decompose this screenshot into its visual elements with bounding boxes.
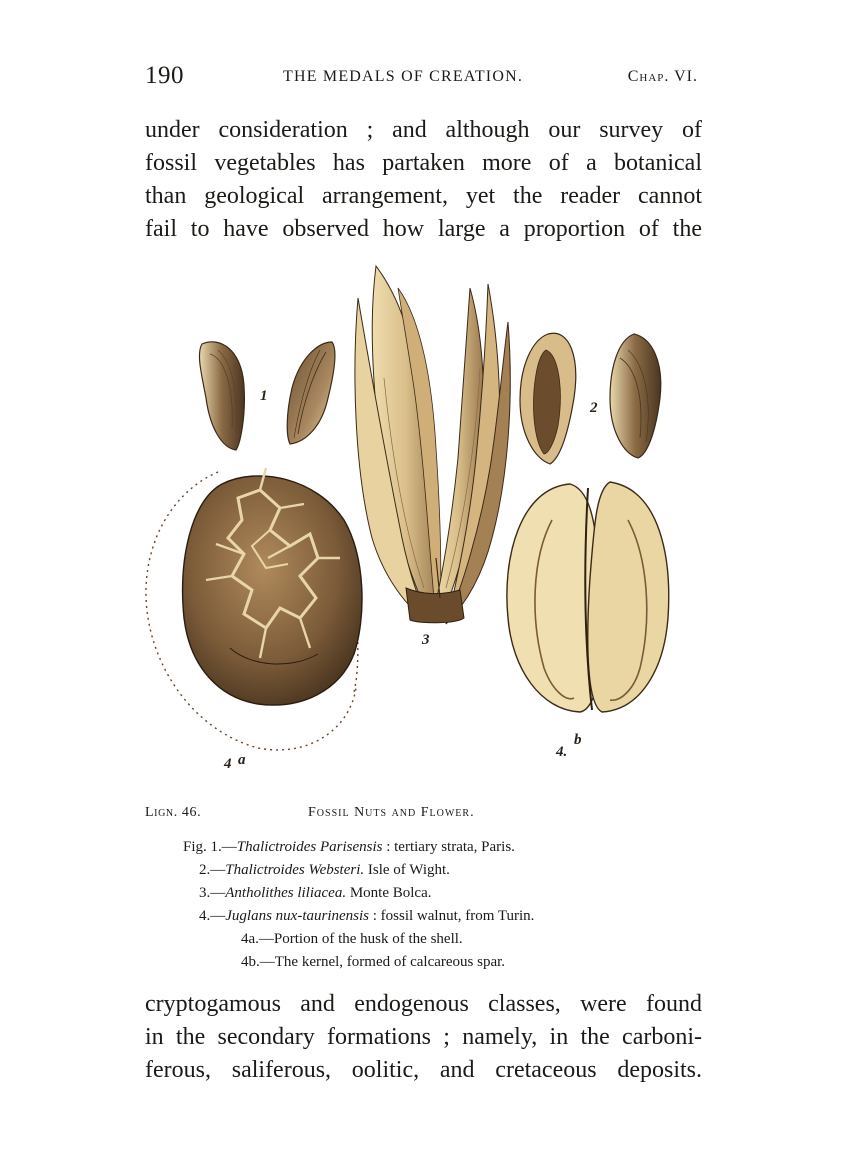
figure-label-3: 3	[422, 632, 430, 648]
text-line: in the secondary formations ; namely, in the carboni-	[145, 1024, 702, 1050]
legend-species: Antholithes liliacea.	[225, 885, 347, 901]
legend-item	[183, 928, 534, 951]
figure-label-4b-number: 4.	[556, 744, 568, 760]
plate-number: Lign. 46.	[145, 805, 202, 820]
figure-legend	[183, 836, 534, 974]
legend-prefix: 4a.—	[241, 931, 274, 947]
figure-4a-walnut	[146, 468, 362, 750]
text-line: cryptogamous and endogenous classes, were found	[145, 991, 702, 1017]
legend-prefix: 2.—	[199, 862, 226, 878]
text-line: under consideration ; and although our survey of	[145, 117, 702, 143]
text-line: ferous, saliferous, oolitic, and cretaceous deposits.	[145, 1057, 702, 1083]
legend-description: The kernel, formed of calcareous spar.	[274, 954, 506, 970]
legend-description: Isle of Wight.	[364, 862, 450, 878]
legend-item	[183, 836, 534, 859]
legend-prefix: 4b.—	[241, 954, 275, 970]
figure-label-2: 2	[590, 400, 598, 416]
figure-2-seeds	[520, 333, 661, 464]
body-paragraph-top	[145, 114, 702, 246]
engraving-illustration	[140, 258, 700, 788]
legend-species: Thalictroides Parisensis	[236, 839, 383, 855]
text-line: than geological arrangement, yet the reader cannot	[145, 183, 702, 209]
page-number: 190	[145, 62, 184, 89]
figure-label-4b-letter: b	[574, 732, 582, 748]
legend-description: : tertiary strata, Paris.	[382, 839, 515, 855]
figure-title: Fossil Nuts and Flower.	[308, 805, 475, 820]
figure-4b-kernel	[507, 482, 669, 712]
fossil-engraving-figure	[140, 258, 700, 788]
figure-label-4a-number: 4	[224, 756, 232, 772]
figure-caption-title	[145, 805, 705, 825]
legend-description: : fossil walnut, from Turin.	[369, 908, 535, 924]
legend-description: Portion of the husk of the shell.	[273, 931, 463, 947]
legend-item	[183, 859, 534, 882]
figure-3-flower	[355, 266, 510, 624]
legend-item	[183, 951, 534, 974]
legend-prefix: 4.—	[199, 908, 226, 924]
legend-item	[183, 882, 534, 905]
figure-label-4a-letter: a	[238, 752, 246, 768]
text-line: fossil vegetables has partaken more of a botanical	[145, 150, 702, 176]
body-paragraph-bottom	[145, 988, 702, 1087]
text-line: fail to have observed how large a proportion of the	[145, 216, 702, 242]
running-title: THE MEDALS OF CREATION.	[283, 68, 524, 85]
figure-label-1: 1	[260, 388, 268, 404]
legend-prefix: Fig. 1.—	[183, 839, 237, 855]
legend-species: Juglans nux-taurinensis	[225, 908, 369, 924]
legend-item	[183, 905, 534, 928]
legend-prefix: 3.—	[199, 885, 226, 901]
legend-description: Monte Bolca.	[346, 885, 432, 901]
chapter-label: Chap. VI.	[627, 68, 698, 85]
page-header	[145, 62, 700, 92]
legend-species: Thalictroides Websteri.	[225, 862, 365, 878]
